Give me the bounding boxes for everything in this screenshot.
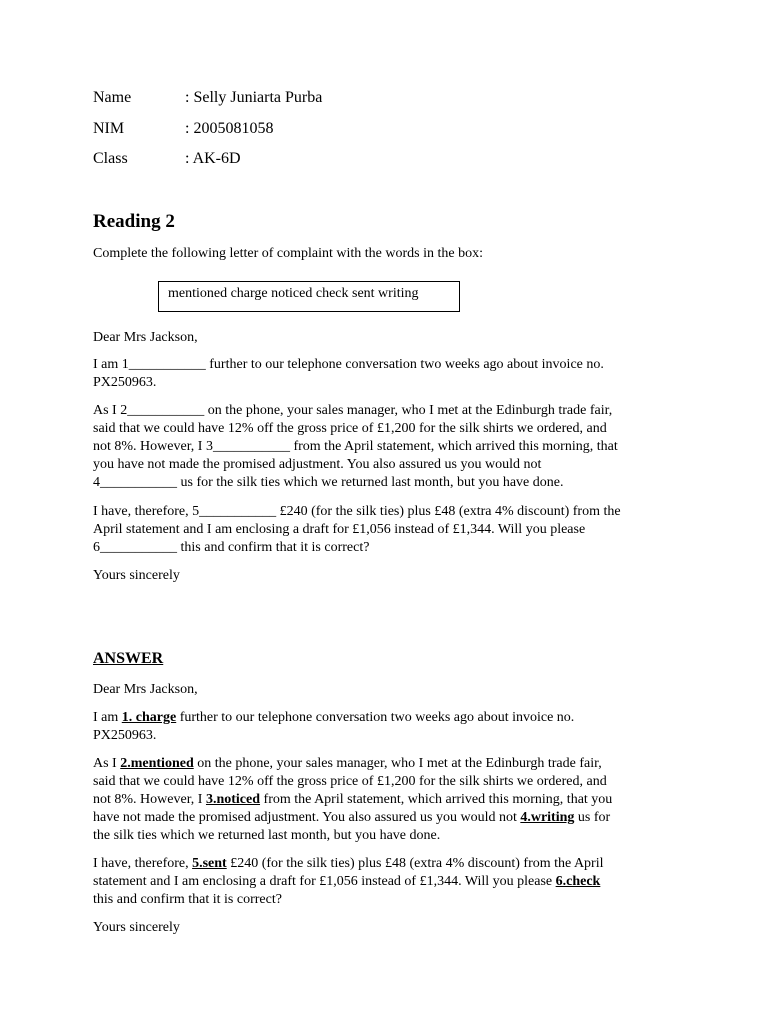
answer-paragraph-3 bbox=[93, 855, 673, 909]
text-run: £240 (for the silk ties) plus £48 (extra 4% discount) from the April bbox=[226, 856, 604, 871]
nim-label: NIM bbox=[93, 120, 125, 137]
text-line: PX250963. bbox=[93, 375, 157, 390]
reading-paragraph-1 bbox=[93, 356, 673, 392]
text-line: I have, therefore, 5___________ £240 (for the silk ties) plus £48 (extra 4% discount) from the bbox=[93, 504, 621, 519]
text-run: further to our telephone conversation two weeks ago about invoice no. bbox=[176, 710, 575, 725]
text-run: I am bbox=[93, 710, 122, 725]
text-line: this and confirm that it is correct? bbox=[93, 892, 282, 907]
text-run: have not made the promised adjustment. You also assured us you would not bbox=[93, 810, 521, 825]
answer-2: 2.mentioned bbox=[120, 756, 194, 771]
class-value: : AK-6D bbox=[185, 150, 241, 167]
nim-row bbox=[93, 120, 273, 138]
class-label: Class bbox=[93, 150, 128, 167]
answer-1: 1. charge bbox=[121, 710, 177, 725]
text-line: you have not made the promised adjustment. You also assured us you would not bbox=[93, 457, 542, 472]
text-line bbox=[93, 809, 673, 827]
text-line: April statement and I am enclosing a draft for £1,056 instead of £1,344. Will you please bbox=[93, 522, 586, 537]
text-run: I have, therefore, bbox=[93, 856, 193, 871]
name-row bbox=[93, 89, 322, 107]
text-line: said that we could have 12% off the gross price of £1,200 for the silk shirts we ordered, and bbox=[93, 421, 607, 436]
reading-closing: Yours sincerely bbox=[93, 568, 180, 583]
text-line: I am 1___________ further to our telephone conversation two weeks ago about invoice no. bbox=[93, 357, 604, 372]
text-run: us for bbox=[574, 810, 611, 825]
text-line: the silk ties which we returned last month, but you have done. bbox=[93, 828, 441, 843]
answer-closing: Yours sincerely bbox=[93, 920, 180, 935]
reading-paragraph-3 bbox=[93, 503, 673, 557]
text-run: statement and I am enclosing a draft for £1,056 instead of £1,344. Will you please bbox=[93, 874, 556, 889]
text-line bbox=[93, 709, 673, 727]
answer-3: 3.noticed bbox=[205, 792, 261, 807]
answer-salutation: Dear Mrs Jackson, bbox=[93, 682, 198, 697]
reading-paragraph-2 bbox=[93, 402, 673, 492]
reading-title: Reading 2 bbox=[93, 211, 175, 232]
text-line: 4___________ us for the silk ties which we returned last month, but you have done. bbox=[93, 475, 564, 490]
text-line: said that we could have 12% off the gross price of £1,200 for the silk shirts we ordered, and bbox=[93, 774, 607, 789]
name-label: Name bbox=[93, 89, 132, 106]
answer-title: ANSWER bbox=[93, 650, 164, 667]
nim-value: : 2005081058 bbox=[185, 120, 274, 137]
reading-salutation: Dear Mrs Jackson, bbox=[93, 330, 198, 345]
word-box: mentioned charge noticed check sent writing bbox=[158, 281, 460, 312]
name-value: : Selly Juniarta Purba bbox=[185, 89, 323, 106]
text-line bbox=[93, 873, 673, 891]
text-line bbox=[93, 755, 673, 773]
text-run: not 8%. However, I bbox=[93, 792, 206, 807]
text-run: from the April statement, which arrived this morning, that you bbox=[260, 792, 613, 807]
answer-paragraph-2 bbox=[93, 755, 673, 845]
answer-5: 5.sent bbox=[192, 856, 227, 871]
answer-paragraph-1 bbox=[93, 709, 673, 745]
text-line: 6___________ this and confirm that it is correct? bbox=[93, 540, 370, 555]
text-line bbox=[93, 855, 673, 873]
text-line bbox=[93, 791, 673, 809]
reading-instruction: Complete the following letter of complaint with the words in the box: bbox=[93, 246, 483, 261]
text-line: not 8%. However, I 3___________ from the April statement, which arrived this morning, that bbox=[93, 439, 618, 454]
text-line: As I 2___________ on the phone, your sales manager, who I met at the Edinburgh trade fair, bbox=[93, 403, 613, 418]
text-run: As I bbox=[93, 756, 121, 771]
class-row bbox=[93, 150, 241, 168]
answer-4: 4.writing bbox=[520, 810, 575, 825]
text-run: on the phone, your sales manager, who I met at the Edinburgh trade fair, bbox=[193, 756, 602, 771]
text-line: PX250963. bbox=[93, 728, 157, 743]
answer-6: 6.check bbox=[555, 874, 601, 889]
